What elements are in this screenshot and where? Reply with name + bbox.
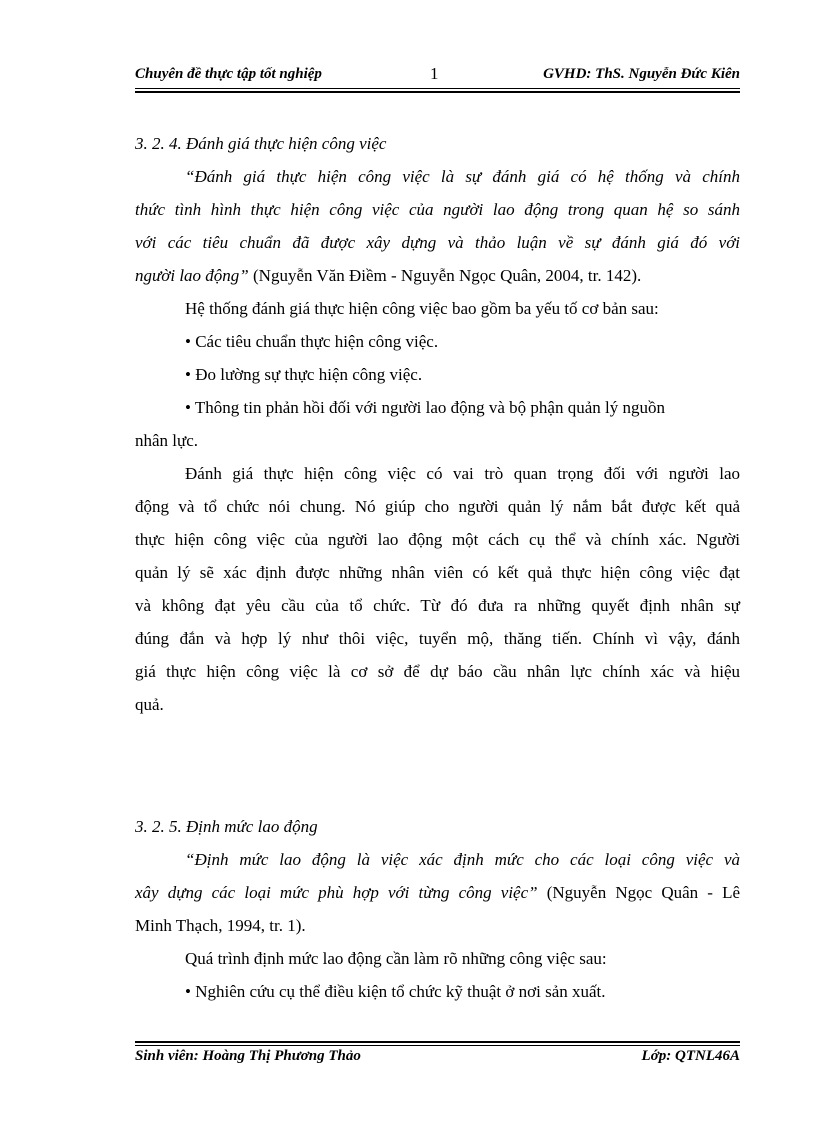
list-item-continuation: nhân lực. bbox=[135, 431, 199, 450]
intro-text: Quá trình định mức lao động cần làm rõ những công việc sau: bbox=[185, 949, 607, 968]
quote-last-line bbox=[135, 266, 740, 286]
header-rule-thick bbox=[135, 91, 740, 93]
paragraph-line: động và tổ chức nói chung. Nó giúp cho người quản lý nắm bắt được kết quả bbox=[135, 497, 740, 516]
quote-line: “Đánh giá thực hiện công việc là sự đánh giá có hệ thống và chính bbox=[185, 167, 740, 186]
page-number: 1 bbox=[430, 64, 439, 83]
page-header bbox=[135, 64, 740, 88]
paragraph-line: và không đạt yêu cầu của tổ chức. Từ đó đưa ra những quyết định nhân sự bbox=[135, 596, 740, 615]
list-item bbox=[185, 982, 740, 1002]
footer-rule-thick bbox=[135, 1041, 740, 1043]
citation-continuation: Minh Thạch, 1994, tr. 1). bbox=[135, 916, 306, 935]
quote-text: người lao động” bbox=[135, 266, 249, 285]
list-item-text: Nghiên cứu cụ thể điều kiện tổ chức kỹ thuật ở nơi sản xuất. bbox=[195, 982, 606, 1001]
paragraph-line: quả. bbox=[135, 695, 164, 714]
bullet: • bbox=[185, 365, 191, 384]
list-item-text: Đo lường sự thực hiện công việc. bbox=[195, 365, 423, 384]
list-item bbox=[185, 398, 740, 418]
quote-line: “Định mức lao động là việc xác định mức cho các loại công việc và bbox=[185, 850, 740, 869]
paragraph-line: quản lý sẽ xác định được những nhân viên có kết quả thực hiện công việc đạt bbox=[135, 563, 740, 582]
footer-class: Lớp: QTNL46A bbox=[641, 1048, 740, 1064]
section-heading-325: 3. 2. 5. Định mức lao động bbox=[135, 817, 318, 836]
header-title: Chuyên đề thực tập tốt nghiệp bbox=[135, 66, 322, 82]
paragraph-line: đúng đắn và hợp lý như thôi việc, tuyển mộ, thăng tiến. Chính vì vậy, đánh bbox=[135, 629, 740, 648]
quote-citation: (Nguyễn Ngọc Quân - Lê bbox=[537, 883, 741, 902]
quote-citation: (Nguyễn Văn Điềm - Nguyễn Ngọc Quân, 2004, tr. 142). bbox=[248, 266, 642, 285]
quote-text: xây dựng các loại mức phù hợp với từng công việc” bbox=[135, 883, 538, 902]
list-item-text: Thông tin phản hồi đối với người lao động và bộ phận quản lý nguồn bbox=[194, 398, 665, 417]
quote-line: với các tiêu chuẩn đã được xây dựng và thảo luận về sự đánh giá đó với bbox=[135, 233, 740, 252]
bullet: • bbox=[185, 982, 191, 1001]
quote-line: thức tình hình thực hiện công việc của người lao động trong quan hệ so sánh bbox=[135, 200, 740, 219]
paragraph-line: Đánh giá thực hiện công việc có vai trò quan trọng đối với người lao bbox=[185, 464, 740, 483]
intro-text: Hệ thống đánh giá thực hiện công việc bao gồm ba yếu tố cơ bản sau: bbox=[185, 299, 659, 318]
list-item-text: Các tiêu chuẩn thực hiện công việc. bbox=[195, 332, 439, 351]
header-advisor: GVHD: ThS. Nguyễn Đức Kiên bbox=[543, 66, 740, 82]
bullet: • bbox=[185, 398, 191, 417]
paragraph-line: thực hiện công việc của người lao động một cách cụ thể và chính xác. Người bbox=[135, 530, 740, 549]
list-item bbox=[185, 365, 740, 385]
section-heading-324: 3. 2. 4. Đánh giá thực hiện công việc bbox=[135, 134, 387, 153]
page-footer bbox=[135, 1046, 740, 1068]
paragraph-line: giá thực hiện công việc là cơ sở để dự báo cầu nhân lực chính xác và hiệu bbox=[135, 662, 740, 681]
header-rule bbox=[135, 88, 740, 89]
quote-last-line bbox=[135, 883, 740, 903]
bullet: • bbox=[185, 332, 191, 351]
footer-student: Sinh viên: Hoàng Thị Phương Thảo bbox=[135, 1048, 361, 1064]
list-item bbox=[185, 332, 740, 352]
